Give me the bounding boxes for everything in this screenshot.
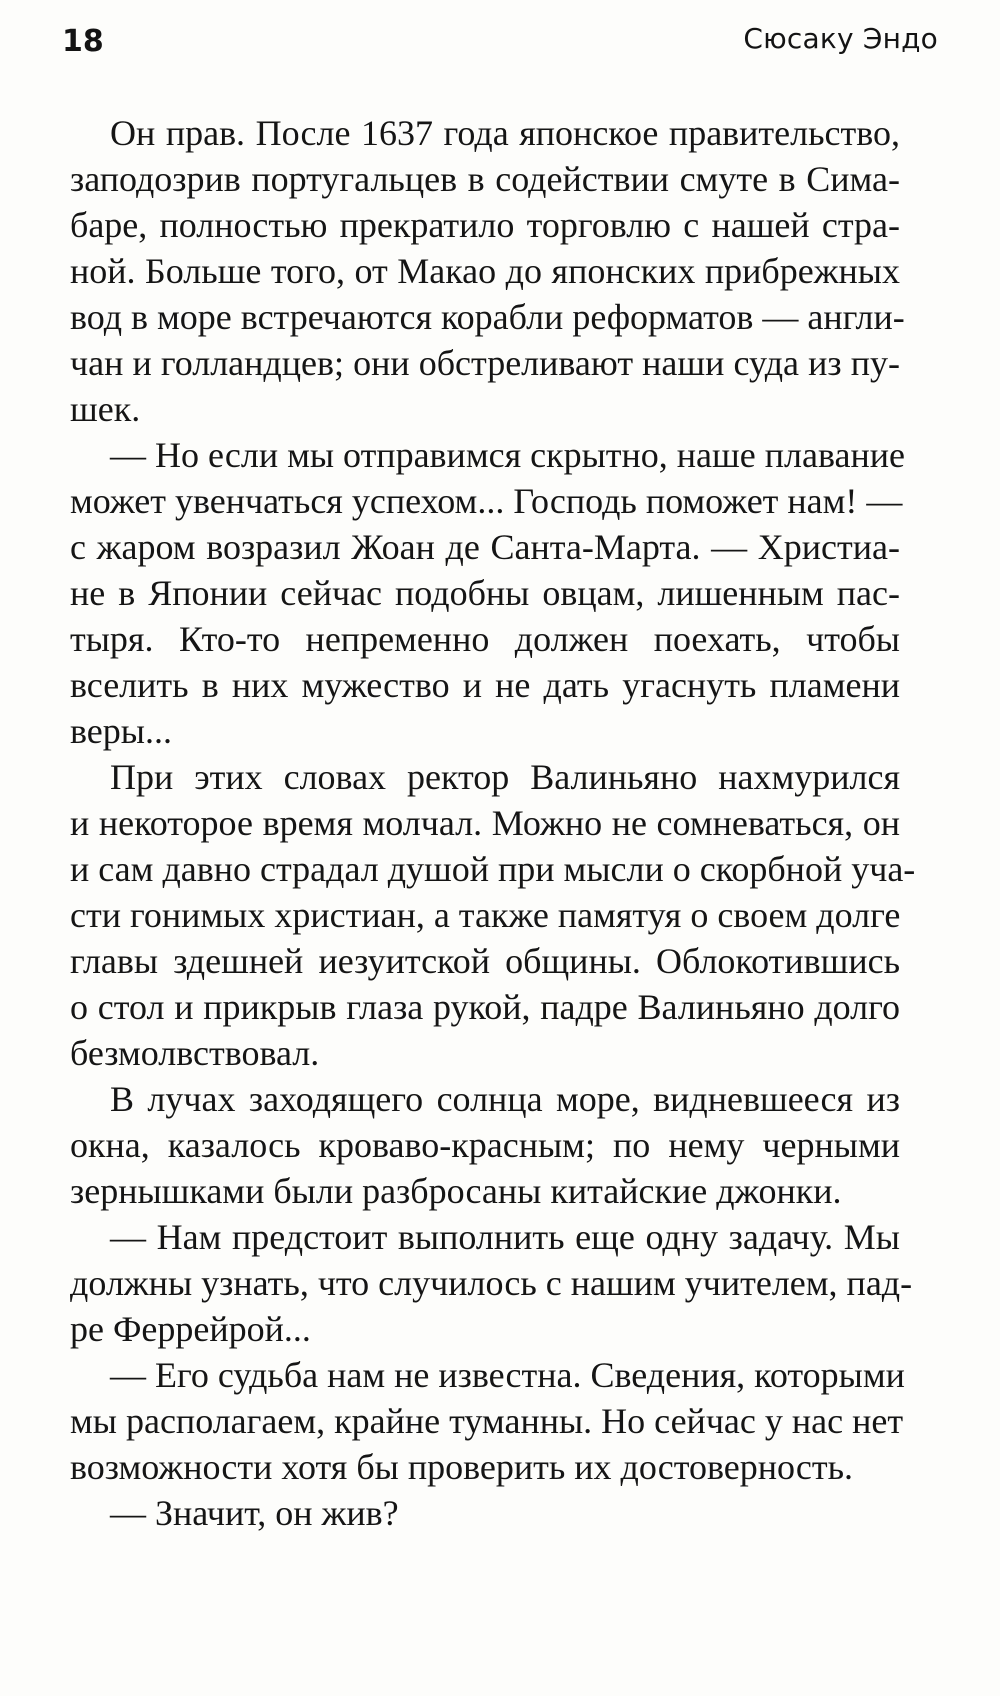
text-line: Он прав. После 1637 года японское правительство,	[110, 113, 900, 153]
text-line: — Нам предстоит выполнить еще одну задачу. Мы	[110, 1217, 900, 1257]
text-line: заподозрив португальцев в содействии смуте в Сима-	[70, 159, 900, 199]
text-line: возможности хотя бы проверить их достоверность.	[70, 1447, 854, 1487]
text-line: — Его судьба нам не известна. Сведения, которыми	[110, 1355, 905, 1395]
text-line: с жаром возразил Жоан де Санта-Марта. — Христиа-	[70, 527, 900, 567]
page-header	[0, 0, 1000, 100]
page-number: 18	[62, 24, 104, 59]
text-line: В лучах заходящего солнца море, видневшееся из	[110, 1079, 900, 1119]
text-line: сти гонимых христиан, а также памятуя о своем долге	[70, 895, 901, 935]
text-line: тыря. Кто-то непременно должен поехать, чтобы	[70, 619, 900, 659]
text-line: вселить в них мужество и не дать угаснуть пламени	[70, 665, 900, 705]
text-line: может увенчаться успехом... Господь поможет нам! —	[70, 481, 903, 521]
running-title: Сюсаку Эндо	[743, 22, 938, 55]
text-line: окна, казалось кроваво-красным; по нему черными	[70, 1125, 900, 1165]
text-line: ре Феррейрой...	[70, 1309, 311, 1349]
text-line: главы здешней иезуитской общины. Облокотившись	[70, 941, 900, 981]
text-line: — Но если мы отправимся скрытно, наше плавание	[110, 435, 905, 475]
text-line: При этих словах ректор Валиньяно нахмурился	[110, 757, 900, 797]
text-line: не в Японии сейчас подобны овцам, лишенным пас-	[70, 573, 900, 613]
text-line: зернышками были разбросаны китайские джонки.	[70, 1171, 842, 1211]
text-line: ной. Больше того, от Макао до японских прибрежных	[70, 251, 900, 291]
text-line: и некоторое время молчал. Можно не сомневаться, он	[70, 803, 900, 843]
text-line: вод в море встречаются корабли реформатов — англи-	[70, 297, 905, 337]
text-line: и сам давно страдал душой при мысли о скорбной уча-	[70, 849, 916, 889]
text-line: — Значит, он жив?	[110, 1493, 399, 1533]
text-line: должны узнать, что случилось с нашим учителем, пад-	[70, 1263, 913, 1303]
text-line: о стол и прикрыв глаза рукой, падре Валиньяно долго	[70, 987, 900, 1027]
text-line: шек.	[70, 389, 141, 429]
text-line: безмолвствовал.	[70, 1033, 320, 1073]
text-line: чан и голландцев; они обстреливают наши суда из пу-	[70, 343, 900, 383]
body-text	[70, 110, 916, 1536]
text-line: баре, полностью прекратило торговлю с нашей стра-	[70, 205, 900, 245]
text-line: веры...	[70, 711, 172, 751]
text-line: мы располагаем, крайне туманны. Но сейчас у нас нет	[70, 1401, 904, 1441]
